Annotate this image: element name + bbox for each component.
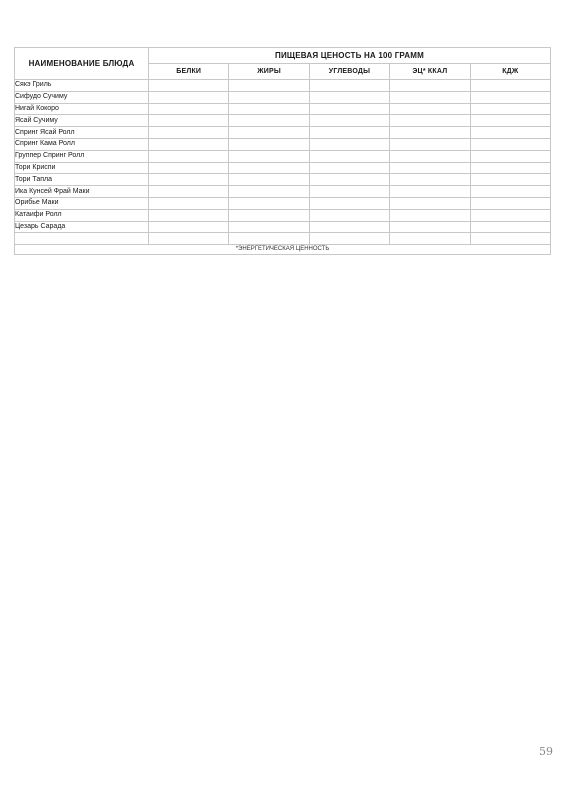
value-cell: [149, 186, 229, 198]
value-cell: [470, 209, 550, 221]
value-cell: [390, 209, 470, 221]
value-cell: [309, 127, 389, 139]
column-header-kj: КДЖ: [470, 64, 550, 80]
value-cell: [309, 186, 389, 198]
value-cell: [229, 174, 309, 186]
value-cell: [149, 209, 229, 221]
value-cell: [470, 115, 550, 127]
value-cell: [470, 80, 550, 92]
value-cell: [309, 209, 389, 221]
value-cell: [309, 174, 389, 186]
page-number: 59: [539, 745, 553, 758]
value-cell: [470, 186, 550, 198]
header-row-top: [15, 48, 551, 64]
value-cell: [309, 91, 389, 103]
table-row: [15, 209, 551, 221]
empty-row: [15, 233, 551, 245]
table-row: [15, 186, 551, 198]
dish-name: Группер Спринг Ролл: [15, 150, 149, 162]
footnote: *ЭНЕРГЕТИЧЕСКАЯ ЦЕННОСТЬ: [15, 245, 551, 255]
value-cell: [229, 209, 309, 221]
dish-name: Сякэ Гриль: [15, 80, 149, 92]
value-cell: [309, 115, 389, 127]
table-row: [15, 138, 551, 150]
value-cell: [149, 221, 229, 233]
value-cell: [390, 80, 470, 92]
column-header-kcal: ЭЦ* ККАЛ: [390, 64, 470, 80]
dish-name: Орибье Маки: [15, 197, 149, 209]
table-row: [15, 162, 551, 174]
value-cell: [470, 174, 550, 186]
value-cell: [390, 115, 470, 127]
value-cell: [229, 162, 309, 174]
value-cell: [390, 162, 470, 174]
dish-name: Спринг Кама Ролл: [15, 138, 149, 150]
value-cell: [229, 115, 309, 127]
value-cell: [149, 91, 229, 103]
value-cell: [390, 174, 470, 186]
empty-dish-cell: [15, 233, 149, 245]
table-row: [15, 103, 551, 115]
value-cell: [309, 80, 389, 92]
value-cell: [390, 221, 470, 233]
value-cell: [390, 233, 470, 245]
value-cell: [229, 197, 309, 209]
value-cell: [309, 233, 389, 245]
table-row: [15, 174, 551, 186]
value-cell: [149, 174, 229, 186]
value-cell: [309, 197, 389, 209]
column-header-fat: ЖИРЫ: [229, 64, 309, 80]
table-row: [15, 127, 551, 139]
value-cell: [390, 127, 470, 139]
column-header-protein: БЕЛКИ: [149, 64, 229, 80]
table-row: [15, 115, 551, 127]
dish-name: Тори Тапла: [15, 174, 149, 186]
value-cell: [229, 138, 309, 150]
value-cell: [470, 138, 550, 150]
value-cell: [149, 162, 229, 174]
table-row: [15, 197, 551, 209]
value-cell: [229, 150, 309, 162]
value-cell: [309, 221, 389, 233]
value-cell: [470, 103, 550, 115]
dish-name: Спринг Ясай Ролл: [15, 127, 149, 139]
value-cell: [149, 115, 229, 127]
value-cell: [309, 162, 389, 174]
value-cell: [470, 233, 550, 245]
value-cell: [149, 150, 229, 162]
nutrition-group-header: ПИЩЕВАЯ ЦЕНОСТЬ НА 100 ГРАММ: [149, 48, 551, 64]
value-cell: [390, 91, 470, 103]
value-cell: [149, 197, 229, 209]
value-cell: [229, 233, 309, 245]
value-cell: [149, 233, 229, 245]
value-cell: [390, 186, 470, 198]
table-row: [15, 91, 551, 103]
value-cell: [470, 197, 550, 209]
dish-name: Цезарь Сарада: [15, 221, 149, 233]
value-cell: [390, 138, 470, 150]
dish-name: Нигай Кокоро: [15, 103, 149, 115]
value-cell: [149, 103, 229, 115]
value-cell: [470, 162, 550, 174]
value-cell: [470, 221, 550, 233]
value-cell: [309, 150, 389, 162]
value-cell: [149, 127, 229, 139]
value-cell: [229, 221, 309, 233]
table-row: [15, 80, 551, 92]
value-cell: [229, 186, 309, 198]
dish-name: Тори Криспи: [15, 162, 149, 174]
dish-name: Ика Кунсей Фрай Маки: [15, 186, 149, 198]
table-row: [15, 150, 551, 162]
table-row: [15, 221, 551, 233]
value-cell: [470, 91, 550, 103]
value-cell: [390, 103, 470, 115]
dish-name: Катаифи Ролл: [15, 209, 149, 221]
value-cell: [470, 127, 550, 139]
nutrition-table: [14, 47, 551, 255]
value-cell: [470, 150, 550, 162]
value-cell: [229, 103, 309, 115]
value-cell: [229, 127, 309, 139]
value-cell: [149, 138, 229, 150]
value-cell: [229, 80, 309, 92]
value-cell: [149, 80, 229, 92]
dish-name: Ясай Сучиму: [15, 115, 149, 127]
column-header-carbs: УГЛЕВОДЫ: [309, 64, 389, 80]
footnote-row: [15, 245, 551, 255]
value-cell: [309, 103, 389, 115]
value-cell: [309, 138, 389, 150]
value-cell: [390, 197, 470, 209]
value-cell: [390, 150, 470, 162]
dish-name: Сифудо Сучиму: [15, 91, 149, 103]
dish-name-header: НАИМЕНОВАНИЕ БЛЮДА: [15, 48, 149, 80]
value-cell: [229, 91, 309, 103]
